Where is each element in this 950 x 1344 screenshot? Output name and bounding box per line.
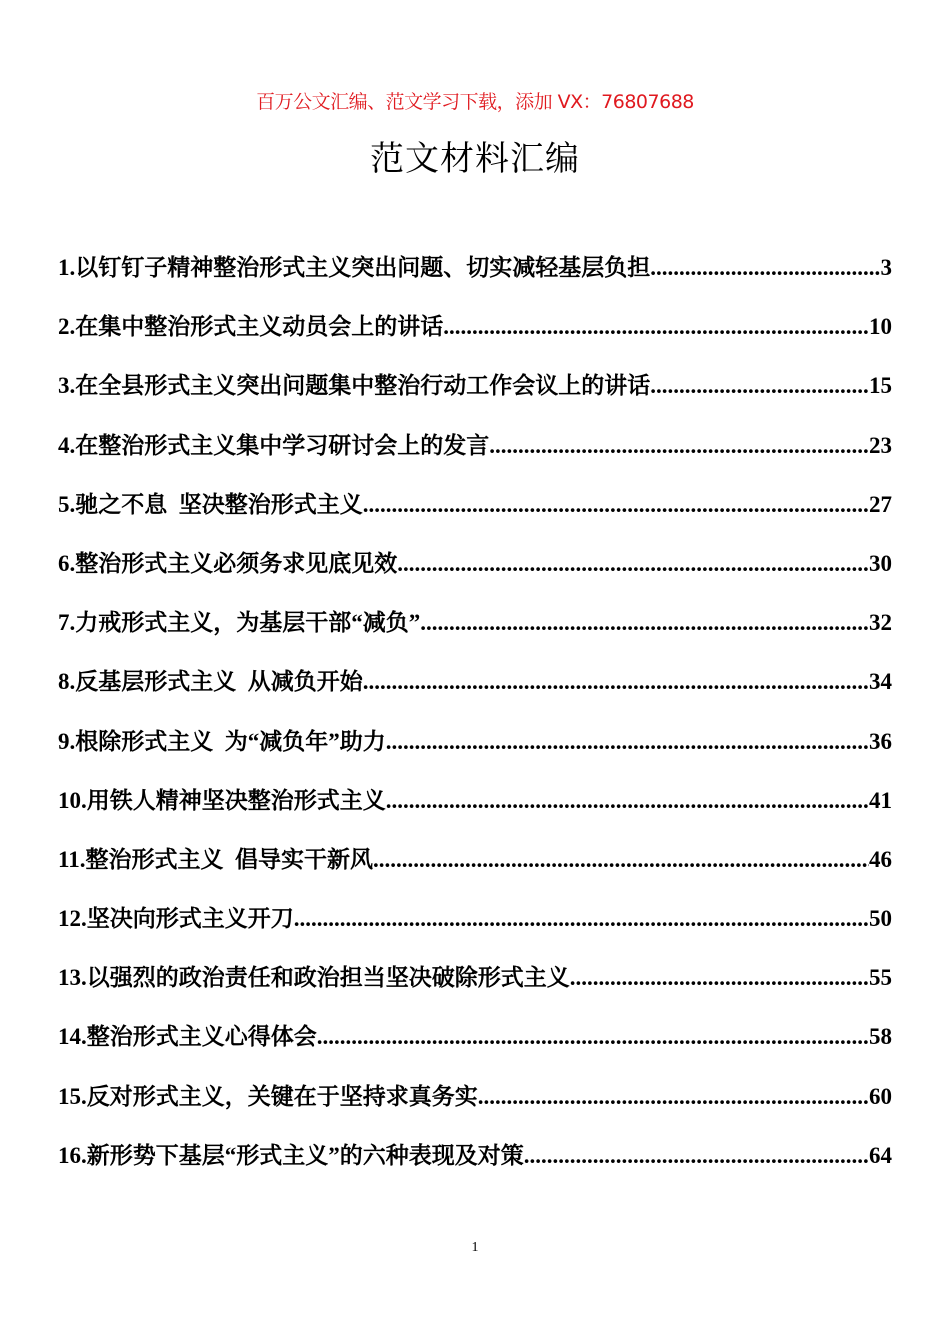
- toc-dot-leader: [478, 1067, 869, 1126]
- toc-dot-leader: [650, 238, 880, 297]
- toc-dot-leader: [397, 534, 869, 593]
- toc-entry[interactable]: [58, 948, 892, 1007]
- toc-entry[interactable]: [58, 297, 892, 356]
- toc-dot-leader: [443, 297, 869, 356]
- toc-entry-title: 2.在集中整治形式主义动员会上的讲话: [58, 314, 444, 340]
- toc-page-number: 46: [869, 846, 892, 872]
- toc-page-number: 55: [869, 965, 892, 991]
- toc-page-number: 30: [869, 550, 892, 576]
- toc-entry-title: 13.以强烈的政治责任和政治担当坚决破除形式主义: [58, 965, 570, 991]
- download-notice: 百万公文汇编、范文学习下载，添加 VX：76807688: [256, 91, 694, 113]
- toc-dot-leader: [650, 356, 869, 415]
- toc-entry-title: 14.整治形式主义心得体会: [58, 1024, 317, 1050]
- toc-dot-leader: [386, 712, 869, 771]
- toc-entry-title: 3.在全县形式主义突出问题集中整治行动工作会议上的讲话: [58, 373, 651, 399]
- toc-entry-title: 4.在整治形式主义集中学习研讨会上的发言: [58, 432, 490, 458]
- toc-entry[interactable]: [58, 1067, 892, 1126]
- toc-entry[interactable]: [58, 1007, 892, 1066]
- toc-entry-title: 9.根除形式主义 为“减负年”助力: [58, 728, 386, 754]
- toc-page-number: 3: [880, 255, 892, 280]
- page-number: 1: [471, 1240, 479, 1255]
- toc-dot-leader: [294, 889, 869, 948]
- toc-entry-title: 12.坚决向形式主义开刀: [58, 906, 294, 932]
- toc-entry-title: 7.力戒形式主义，为基层干部“减负”: [58, 610, 421, 636]
- toc-entry[interactable]: [58, 889, 892, 948]
- toc-page-number: 36: [869, 728, 892, 754]
- toc-dot-leader: [317, 1007, 869, 1066]
- toc-page-number: 15: [869, 373, 892, 399]
- toc-dot-leader: [420, 593, 869, 652]
- toc-page-number: 50: [869, 906, 892, 932]
- toc-dot-leader: [386, 771, 869, 830]
- toc-entry-title: 10.用铁人精神坚决整治形式主义: [58, 787, 386, 813]
- toc-page-number: 10: [869, 314, 892, 340]
- toc-page-number: 41: [869, 787, 892, 813]
- toc-entry[interactable]: [58, 712, 892, 771]
- toc-entry-title: 15.反对形式主义，关键在于坚持求真务实: [58, 1083, 478, 1109]
- toc-entry-title: 11.整治形式主义 倡导实干新风: [58, 846, 373, 872]
- toc-page-number: 58: [869, 1024, 892, 1050]
- toc-dot-leader: [570, 948, 869, 1007]
- toc-page-number: 27: [869, 491, 892, 517]
- toc-entry[interactable]: [58, 475, 892, 534]
- toc-page-number: 23: [869, 432, 892, 458]
- toc-entry-title: 16.新形势下基层“形式主义”的六种表现及对策: [58, 1142, 524, 1168]
- toc-page-number: 60: [869, 1083, 892, 1109]
- toc-entry[interactable]: [58, 593, 892, 652]
- toc-dot-leader: [363, 475, 869, 534]
- toc-page-number: 64: [869, 1142, 892, 1168]
- toc-entry[interactable]: [58, 652, 892, 711]
- toc-dot-leader: [524, 1126, 869, 1185]
- toc-page-number: 34: [869, 669, 892, 695]
- table-of-contents: [58, 238, 892, 1185]
- toc-entry-title: 6.整治形式主义必须务求见底见效: [58, 550, 398, 576]
- toc-entry[interactable]: [58, 356, 892, 415]
- toc-entry[interactable]: [58, 238, 892, 297]
- toc-entry-title: 1.以钉钉子精神整治形式主义突出问题、切实减轻基层负担: [58, 255, 651, 280]
- toc-entry[interactable]: [58, 830, 892, 889]
- document-title: 范文材料汇编: [370, 139, 580, 179]
- toc-dot-leader: [489, 416, 869, 475]
- toc-entry[interactable]: [58, 534, 892, 593]
- toc-entry[interactable]: [58, 1126, 892, 1185]
- toc-entry[interactable]: [58, 416, 892, 475]
- toc-entry-title: 8.反基层形式主义 从减负开始: [58, 669, 363, 695]
- toc-dot-leader: [363, 652, 869, 711]
- toc-entry[interactable]: [58, 771, 892, 830]
- toc-entry-title: 5.驰之不息 坚决整治形式主义: [58, 491, 363, 517]
- toc-dot-leader: [373, 830, 869, 889]
- toc-page-number: 32: [869, 610, 892, 636]
